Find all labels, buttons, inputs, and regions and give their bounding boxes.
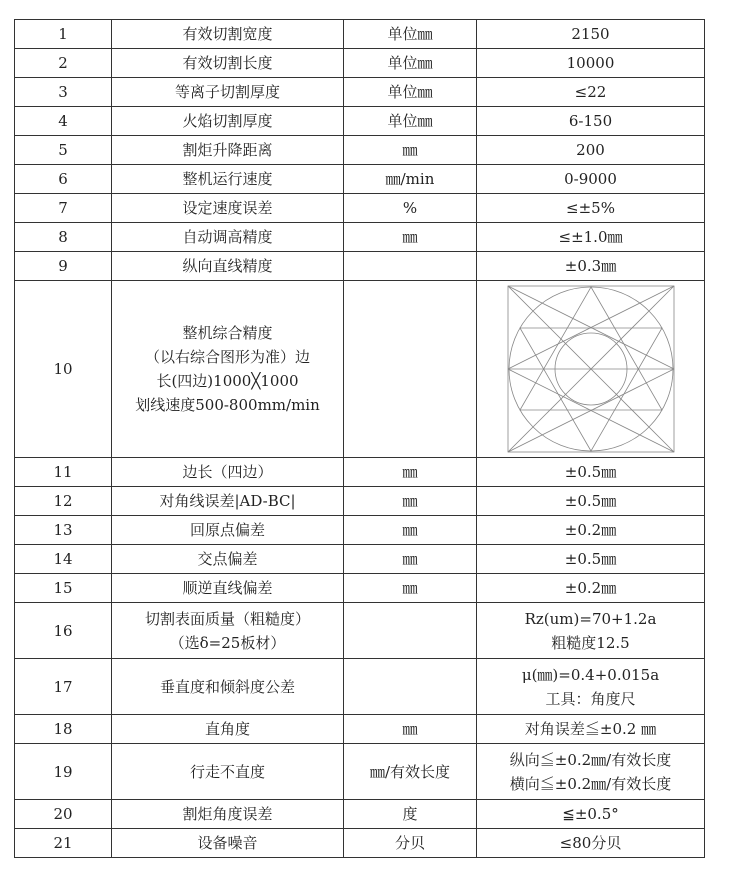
- item-name-line: 直角度: [204, 720, 250, 738]
- table-row: [15, 487, 705, 516]
- unit: [344, 281, 477, 458]
- value-line: ≤±5%: [566, 199, 615, 217]
- unit: ㎜: [344, 223, 477, 252]
- item-name: [112, 20, 344, 49]
- item-name-line: 行走不直度: [189, 762, 265, 781]
- unit: [344, 659, 477, 715]
- row-number: 6: [15, 165, 112, 194]
- star-triangle: [520, 287, 662, 410]
- table-row: [15, 252, 705, 281]
- item-name-line: （以右综合图形为准）边: [144, 348, 310, 366]
- unit: 分贝: [344, 829, 477, 858]
- unit: ㎜: [344, 574, 477, 603]
- item-name: [112, 107, 344, 136]
- value-line: ±0.2㎜: [564, 521, 617, 539]
- value: [477, 78, 705, 107]
- value: [477, 659, 705, 715]
- value: [477, 223, 705, 252]
- item-name-line: 垂直度和倾斜度公差: [159, 677, 295, 696]
- item-name: [112, 659, 344, 715]
- table-row: [15, 165, 705, 194]
- table-row: [15, 20, 705, 49]
- precision-test-pattern-diagram: [507, 285, 675, 453]
- row-number: 16: [15, 603, 112, 659]
- value: [477, 545, 705, 574]
- table-row: [15, 136, 705, 165]
- unit: 度: [344, 800, 477, 829]
- item-name-line: 整机综合精度: [182, 324, 273, 342]
- spec-table: [14, 19, 705, 858]
- value-line: 纵向≦±0.2㎜/有效长度: [509, 750, 672, 769]
- item-name: [112, 800, 344, 829]
- value-line: ≦±0.5°: [562, 805, 619, 823]
- unit: %: [344, 194, 477, 223]
- item-name: [112, 165, 344, 194]
- item-name-line: 长(四边)1000╳1000: [156, 372, 299, 390]
- item-name-line: 顺逆直线偏差: [182, 579, 273, 597]
- value-line: 粗糙度12.5: [551, 633, 630, 652]
- item-name: [112, 829, 344, 858]
- item-name-line: 等离子切割厚度: [174, 83, 280, 101]
- item-name: [112, 223, 344, 252]
- value-line: ±0.5㎜: [564, 550, 617, 568]
- unit: ㎜: [344, 545, 477, 574]
- table-row: [15, 800, 705, 829]
- row-number: 4: [15, 107, 112, 136]
- value-line: Rz(um)=70+1.2a: [524, 609, 657, 628]
- row-number: 9: [15, 252, 112, 281]
- star-triangle: [520, 328, 662, 451]
- value: [477, 516, 705, 545]
- item-name: [112, 574, 344, 603]
- table-row: [15, 659, 705, 715]
- value: [477, 107, 705, 136]
- value-line: 200: [576, 141, 605, 159]
- item-name: [112, 545, 344, 574]
- unit: ㎜: [344, 715, 477, 744]
- item-name-line: 交点偏差: [197, 550, 258, 568]
- row-number: 21: [15, 829, 112, 858]
- item-name-line: 割炬升降距离: [182, 141, 273, 159]
- item-name: [112, 136, 344, 165]
- item-name: [112, 516, 344, 545]
- value: [477, 49, 705, 78]
- table-row: [15, 281, 705, 458]
- unit: 单位㎜: [344, 49, 477, 78]
- value-line: 对角误差≦±0.2 ㎜: [524, 720, 657, 738]
- value: [477, 281, 705, 458]
- item-name: [112, 281, 344, 458]
- spec-table-body: [15, 20, 705, 858]
- item-name-line: 整机运行速度: [182, 170, 273, 188]
- unit: ㎜: [344, 516, 477, 545]
- value: [477, 458, 705, 487]
- value: [477, 136, 705, 165]
- item-name: [112, 487, 344, 516]
- value: [477, 165, 705, 194]
- value-line: ±0.2㎜: [564, 579, 617, 597]
- value: [477, 744, 705, 800]
- value: [477, 252, 705, 281]
- value: [477, 800, 705, 829]
- unit: ㎜: [344, 458, 477, 487]
- unit: [344, 603, 477, 659]
- value: [477, 603, 705, 659]
- item-name: [112, 744, 344, 800]
- table-row: [15, 78, 705, 107]
- value-line: 横向≦±0.2㎜/有效长度: [509, 774, 672, 793]
- item-name: [112, 603, 344, 659]
- table-row: [15, 516, 705, 545]
- value: [477, 829, 705, 858]
- item-name: [112, 458, 344, 487]
- row-number: 7: [15, 194, 112, 223]
- item-name-line: 纵向直线精度: [182, 257, 273, 275]
- value-line: ≤80分贝: [559, 834, 622, 852]
- row-number: 3: [15, 78, 112, 107]
- row-number: 20: [15, 800, 112, 829]
- item-name-line: 切割表面质量（粗糙度）: [144, 609, 310, 628]
- row-number: 5: [15, 136, 112, 165]
- item-name: [112, 194, 344, 223]
- value: [477, 487, 705, 516]
- item-name-line: （选δ=25板材）: [169, 633, 286, 652]
- row-number: 18: [15, 715, 112, 744]
- item-name-line: 回原点偏差: [189, 521, 265, 539]
- value: [477, 20, 705, 49]
- row-number: 14: [15, 545, 112, 574]
- table-row: [15, 715, 705, 744]
- item-name: [112, 715, 344, 744]
- item-name-line: 自动调高精度: [182, 228, 273, 246]
- row-number: 1: [15, 20, 112, 49]
- table-row: [15, 829, 705, 858]
- unit: 单位㎜: [344, 107, 477, 136]
- row-number: 12: [15, 487, 112, 516]
- unit: 单位㎜: [344, 20, 477, 49]
- row-number: 13: [15, 516, 112, 545]
- unit: ㎜: [344, 487, 477, 516]
- item-name: [112, 78, 344, 107]
- value: [477, 715, 705, 744]
- item-name: [112, 252, 344, 281]
- value: [477, 574, 705, 603]
- value-line: 6-150: [568, 112, 613, 130]
- item-name-line: 边长（四边）: [182, 463, 273, 481]
- table-row: [15, 107, 705, 136]
- item-name-line: 割炬角度误差: [182, 805, 273, 823]
- value-line: ≤22: [574, 83, 607, 101]
- table-row: [15, 458, 705, 487]
- value: [477, 194, 705, 223]
- table-row: [15, 574, 705, 603]
- item-name-line: 对角线误差|AD-BC|: [159, 492, 296, 510]
- table-row: [15, 603, 705, 659]
- value-line: 10000: [566, 54, 615, 72]
- unit: ㎜/min: [344, 165, 477, 194]
- value-line: ≤±1.0㎜: [558, 228, 623, 246]
- table-row: [15, 744, 705, 800]
- value-line: 2150: [571, 25, 610, 43]
- item-name-line: 设定速度误差: [182, 199, 273, 217]
- table-row: [15, 49, 705, 78]
- value-line: ±0.5㎜: [564, 492, 617, 510]
- table-row: [15, 223, 705, 252]
- row-number: 17: [15, 659, 112, 715]
- table-row: [15, 194, 705, 223]
- row-number: 11: [15, 458, 112, 487]
- row-number: 15: [15, 574, 112, 603]
- unit: ㎜/有效长度: [344, 744, 477, 800]
- item-name-line: 有效切割宽度: [182, 25, 273, 43]
- item-name: [112, 49, 344, 78]
- value-line: ±0.3㎜: [564, 257, 617, 275]
- value-line: 0-9000: [564, 170, 617, 188]
- unit: ㎜: [344, 136, 477, 165]
- item-name-line: 设备噪音: [197, 834, 258, 852]
- item-name-line: 有效切割长度: [182, 54, 273, 72]
- value-line: 工具：角度尺: [545, 689, 636, 708]
- unit: 单位㎜: [344, 78, 477, 107]
- row-number: 8: [15, 223, 112, 252]
- table-row: [15, 545, 705, 574]
- value-line: μ(㎜)=0.4+0.015a: [521, 665, 660, 684]
- item-name-line: 火焰切割厚度: [182, 112, 273, 130]
- value-line: ±0.5㎜: [564, 463, 617, 481]
- item-name-line: 划线速度500-800mm/min: [135, 396, 320, 414]
- unit: [344, 252, 477, 281]
- row-number: 19: [15, 744, 112, 800]
- row-number: 2: [15, 49, 112, 78]
- row-number: 10: [15, 281, 112, 458]
